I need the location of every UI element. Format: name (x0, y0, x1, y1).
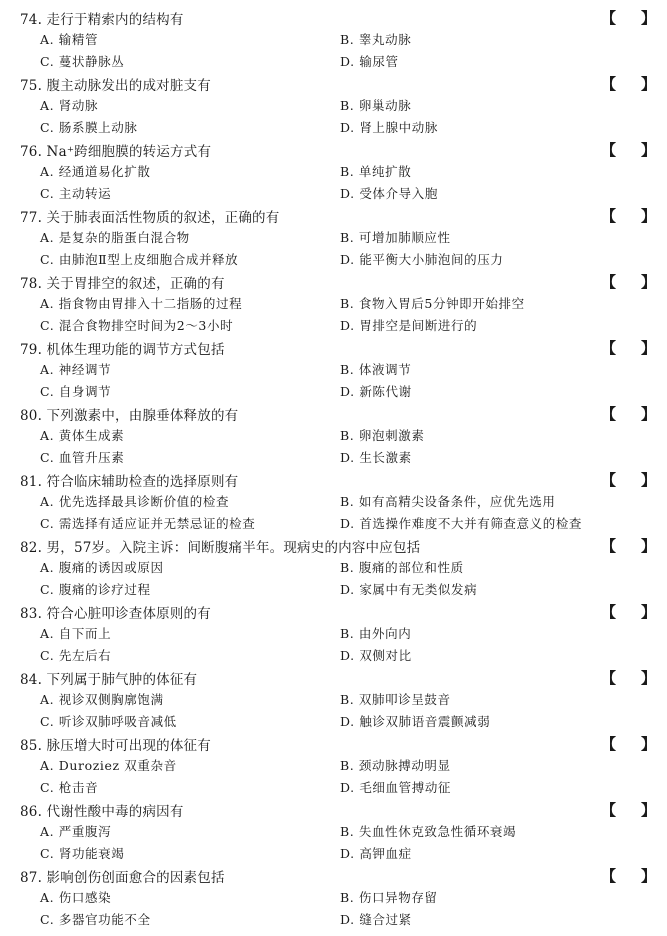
question-stem: 81. 符合临床辅助检查的选择原则有 (20, 474, 239, 490)
option-c: C. 肠系膜上动脉 (40, 120, 138, 135)
answer-bracket-right: 】 (641, 801, 657, 819)
answer-bracket-left: 【 (601, 141, 617, 159)
question-block (0, 334, 667, 400)
answer-bracket-left: 【 (601, 9, 617, 27)
question-stem: 83. 符合心脏叩诊查体原则的有 (20, 606, 211, 622)
option-d: D. 双侧对比 (340, 648, 412, 663)
option-c: C. 枪击音 (40, 780, 99, 795)
answer-bracket-left: 【 (601, 339, 617, 357)
question-block (0, 664, 667, 730)
answer-bracket-right: 】 (641, 537, 657, 555)
option-b: B. 由外向内 (340, 626, 412, 641)
option-b: B. 单纯扩散 (340, 164, 412, 179)
option-d: D. 输尿管 (340, 54, 399, 69)
question-stem: 79. 机体生理功能的调节方式包括 (20, 342, 225, 358)
answer-bracket-left: 【 (601, 801, 617, 819)
question-block (0, 466, 667, 532)
option-c: C. 先左后右 (40, 648, 112, 663)
option-d: D. 受体介导入胞 (340, 186, 438, 201)
option-b: B. 可增加肺顺应性 (340, 230, 451, 245)
question-stem: 76. Na⁺跨细胞膜的转运方式有 (20, 144, 212, 160)
option-c: C. 血管升压素 (40, 450, 125, 465)
question-block (0, 796, 667, 862)
option-d: D. 家属中有无类似发病 (340, 582, 478, 597)
option-b: B. 卵泡刺激素 (340, 428, 425, 443)
answer-bracket-left: 【 (601, 75, 617, 93)
question-block (0, 730, 667, 796)
option-c: C. 需选择有适应证并无禁忌证的检查 (40, 516, 256, 531)
question-stem: 85. 脉压增大时可出现的体征有 (20, 738, 211, 754)
answer-bracket-left: 【 (601, 867, 617, 885)
option-a: A. Duroziez 双重杂音 (40, 758, 177, 773)
answer-bracket-left: 【 (601, 537, 617, 555)
option-b: B. 食物入胃后5分钟即开始排空 (340, 296, 525, 311)
answer-bracket-left: 【 (601, 603, 617, 621)
option-a: A. 优先选择最具诊断价值的检查 (40, 494, 230, 509)
option-a: A. 输精管 (40, 32, 99, 47)
option-c: C. 主动转运 (40, 186, 112, 201)
option-a: A. 视诊双侧胸廓饱满 (40, 692, 164, 707)
option-b: B. 颈动脉搏动明显 (340, 758, 451, 773)
option-d: D. 触诊双肺语音震颤减弱 (340, 714, 491, 729)
option-b: B. 腹痛的部位和性质 (340, 560, 464, 575)
answer-bracket-left: 【 (601, 405, 617, 423)
answer-bracket-right: 】 (641, 735, 657, 753)
option-d: D. 首选操作难度不大并有筛查意义的检查 (340, 516, 583, 531)
question-stem: 78. 关于胃排空的叙述，正确的有 (20, 276, 225, 292)
question-block (0, 400, 667, 466)
answer-bracket-left: 【 (601, 669, 617, 687)
answer-bracket-right: 】 (641, 669, 657, 687)
answer-bracket-right: 】 (641, 9, 657, 27)
answer-bracket-right: 】 (641, 867, 657, 885)
answer-bracket-left: 【 (601, 273, 617, 291)
option-c: C. 肾功能衰竭 (40, 846, 125, 861)
question-stem: 75. 腹主动脉发出的成对脏支有 (20, 78, 211, 94)
answer-bracket-right: 】 (641, 405, 657, 423)
option-a: A. 是复杂的脂蛋白混合物 (40, 230, 190, 245)
option-d: D. 肾上腺中动脉 (340, 120, 438, 135)
option-b: B. 体液调节 (340, 362, 412, 377)
option-c: C. 听诊双肺呼吸音减低 (40, 714, 177, 729)
option-a: A. 严重腹泻 (40, 824, 112, 839)
question-block (0, 136, 667, 202)
option-d: D. 能平衡大小肺泡间的压力 (340, 252, 504, 267)
option-b: B. 如有高精尖设备条件，应优先选用 (340, 494, 556, 509)
question-block (0, 70, 667, 136)
question-block (0, 532, 667, 598)
answer-bracket-right: 】 (641, 603, 657, 621)
question-block (0, 4, 667, 70)
question-stem: 77. 关于肺表面活性物质的叙述，正确的有 (20, 210, 280, 226)
question-stem: 74. 走行于精索内的结构有 (20, 12, 184, 28)
option-a: A. 神经调节 (40, 362, 112, 377)
option-c: C. 由肺泡Ⅱ型上皮细胞合成并释放 (40, 252, 239, 267)
option-a: A. 指食物由胃排入十二指肠的过程 (40, 296, 243, 311)
question-block (0, 598, 667, 664)
option-d: D. 生长激素 (340, 450, 412, 465)
option-c: C. 自身调节 (40, 384, 112, 399)
question-stem: 87. 影响创伤创面愈合的因素包括 (20, 870, 225, 886)
option-b: B. 伤口异物存留 (340, 890, 438, 905)
answer-bracket-left: 【 (601, 207, 617, 225)
option-c: C. 蔓状静脉丛 (40, 54, 125, 69)
option-a: A. 经通道易化扩散 (40, 164, 151, 179)
option-d: D. 高钾血症 (340, 846, 412, 861)
question-block (0, 202, 667, 268)
question-block (0, 268, 667, 334)
option-a: A. 腹痛的诱因或原因 (40, 560, 164, 575)
answer-bracket-left: 【 (601, 471, 617, 489)
option-a: A. 黄体生成素 (40, 428, 125, 443)
option-a: A. 伤口感染 (40, 890, 112, 905)
option-c: C. 腹痛的诊疗过程 (40, 582, 151, 597)
option-d: D. 缝合过紧 (340, 912, 412, 927)
question-stem: 84. 下列属于肺气肿的体征有 (20, 672, 198, 688)
answer-bracket-right: 】 (641, 207, 657, 225)
answer-bracket-right: 】 (641, 75, 657, 93)
option-d: D. 新陈代谢 (340, 384, 412, 399)
option-d: D. 胃排空是间断进行的 (340, 318, 478, 333)
option-b: B. 双肺叩诊呈鼓音 (340, 692, 451, 707)
answer-bracket-right: 】 (641, 141, 657, 159)
option-b: B. 睾丸动脉 (340, 32, 412, 47)
option-c: C. 混合食物排空时间为2～3小时 (40, 318, 234, 333)
option-b: B. 失血性休克致急性循环衰竭 (340, 824, 517, 839)
option-d: D. 毛细血管搏动征 (340, 780, 452, 795)
option-b: B. 卵巢动脉 (340, 98, 412, 113)
answer-bracket-left: 【 (601, 735, 617, 753)
question-stem: 80. 下列激素中，由腺垂体释放的有 (20, 408, 239, 424)
option-a: A. 肾动脉 (40, 98, 99, 113)
option-a: A. 自下而上 (40, 626, 112, 641)
question-block (0, 862, 667, 928)
answer-bracket-right: 】 (641, 471, 657, 489)
answer-bracket-right: 】 (641, 273, 657, 291)
answer-bracket-right: 】 (641, 339, 657, 357)
option-c: C. 多器官功能不全 (40, 912, 151, 927)
question-stem: 82. 男，57岁。入院主诉：间断腹痛半年。现病史的内容中应包括 (20, 540, 421, 556)
question-stem: 86. 代谢性酸中毒的病因有 (20, 804, 184, 820)
